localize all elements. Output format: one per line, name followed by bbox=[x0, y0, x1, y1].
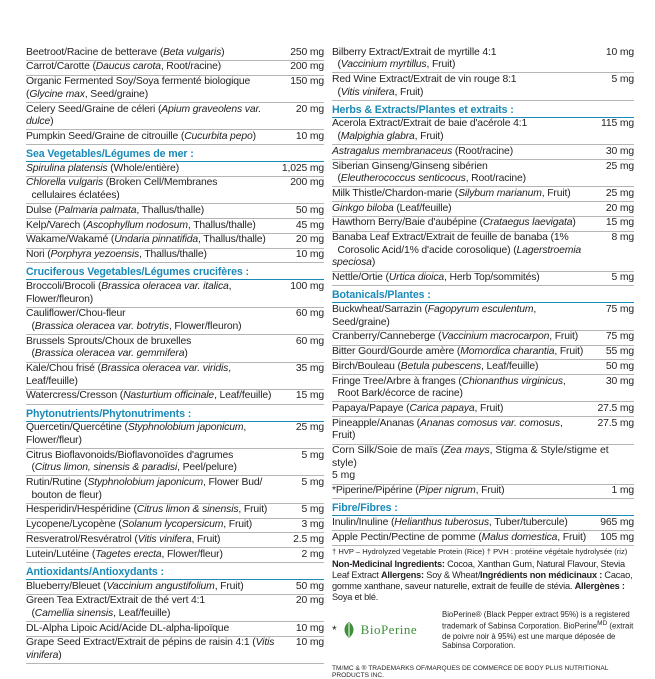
ingredient-name: Watercress/Cresson (Nasturtium officinale, Leaf/feuille) bbox=[26, 390, 272, 402]
ingredient-row bbox=[26, 76, 324, 103]
ingredient-amount: 50 mg bbox=[295, 204, 324, 216]
ingredient-row bbox=[26, 234, 324, 249]
ingredient-name: Wakame/Wakamé (Undaria pinnatifida, Thallus/thalle) bbox=[26, 234, 266, 246]
ingredient-row bbox=[26, 422, 324, 449]
ingredient-name: Banaba Leaf Extract/Extrait de feuille de banaba (1% Corosolic Acid/1% d'acide corosolique) (Lagerstroemia speciosa) bbox=[332, 232, 582, 269]
ingredient-name: Apple Pectin/Pectine de pomme (Malus domestica, Fruit) bbox=[332, 531, 587, 543]
ingredient-row bbox=[26, 249, 324, 264]
ingredient-name: Broccoli/Brocoli (Brassica oleracea var. italica, Flower/fleuron) bbox=[26, 280, 232, 305]
ingredient-row bbox=[332, 375, 634, 402]
ingredient-amount: 60 mg bbox=[295, 335, 324, 347]
ingredient-row bbox=[332, 202, 634, 217]
ingredient-row bbox=[26, 504, 324, 519]
ingredient-amount: 20 mg bbox=[295, 234, 324, 246]
botanicals-list bbox=[332, 303, 634, 444]
ingredient-row bbox=[26, 130, 324, 145]
ingredient-name: Bilberry Extract/Extrait de myrtille 4:1 (Vaccinium myrtillus, Fruit) bbox=[332, 46, 497, 71]
ingredient-row bbox=[26, 280, 324, 307]
ingredient-amount: 20 mg bbox=[295, 595, 324, 607]
ingredient-amount: 45 mg bbox=[295, 219, 324, 231]
ingredient-row bbox=[26, 580, 324, 595]
ingredient-name: Hesperidin/Hespéridine (Citrus limon & sinensis, Fruit) bbox=[26, 504, 268, 516]
ingredient-name: Papaya/Papaye (Carica papaya, Fruit) bbox=[332, 403, 504, 415]
section-heading-phytonutrients: Phytonutrients/Phytonutriments : bbox=[26, 405, 324, 422]
ingredient-row bbox=[26, 548, 324, 563]
ingredient-name: Fringe Tree/Arbre à franges (Chionanthus virginicus, Root Bark/écorce de racine) bbox=[332, 375, 566, 400]
ingredient-row bbox=[26, 46, 324, 61]
ingredient-name: Lycopene/Lycopène (Solanum lycopersicum, Fruit) bbox=[26, 519, 253, 531]
ingredient-row bbox=[26, 162, 324, 177]
ingredient-amount: 30 mg bbox=[605, 375, 634, 387]
ingredient-amount: 60 mg bbox=[295, 308, 324, 320]
ingredient-name: Birch/Bouleau (Betula pubescens, Leaf/feuille) bbox=[332, 360, 539, 372]
ingredient-row bbox=[332, 160, 634, 187]
ingredient-name: Kelp/Varech (Ascophyllum nodosum, Thallus/thalle) bbox=[26, 219, 256, 231]
ingredient-name: Siberian Ginseng/Ginseng sibérien (Eleutherococcus senticocus, Root/racine) bbox=[332, 160, 526, 185]
ingredient-amount: 5 mg bbox=[301, 449, 324, 461]
ingredient-amount: 50 mg bbox=[605, 360, 634, 372]
ingredient-row bbox=[26, 61, 324, 76]
ingredient-row bbox=[26, 637, 324, 664]
ingredient-row bbox=[332, 531, 634, 546]
ingredient-amount: 75 mg bbox=[605, 331, 634, 343]
ingredient-amount: 10 mg bbox=[295, 622, 324, 634]
ingredient-row bbox=[332, 232, 634, 272]
left-column bbox=[26, 46, 324, 664]
ingredient-row bbox=[332, 187, 634, 202]
ingredient-row bbox=[332, 417, 634, 444]
corn-silk-amount: 5 mg bbox=[332, 470, 356, 482]
ingredient-name: Pineapple/Ananas (Ananas comosus var. comosus, Fruit) bbox=[332, 417, 563, 442]
ingredient-amount: 200 mg bbox=[290, 61, 324, 73]
top-list bbox=[26, 46, 324, 145]
ingredient-row bbox=[332, 402, 634, 417]
ingredient-row bbox=[26, 390, 324, 405]
ingredient-name: Cauliflower/Chou-fleur (Brassica oleracea var. botrytis, Flower/fleuron) bbox=[26, 308, 242, 332]
ingredient-row bbox=[26, 476, 324, 503]
ingredient-amount: 10 mg bbox=[295, 249, 324, 261]
ingredient-name: Green Tea Extract/Extrait de thé vert 4:1 (Camellia sinensis, Leaf/feuille) bbox=[26, 595, 206, 619]
ingredient-name: Blueberry/Bleuet (Vaccinium angustifolium, Fruit) bbox=[26, 580, 244, 592]
ingredient-amount: 15 mg bbox=[605, 217, 634, 229]
ingredient-amount: 3 mg bbox=[301, 519, 324, 531]
ingredient-row bbox=[332, 46, 634, 73]
ingredient-amount: 115 mg bbox=[601, 118, 634, 130]
ingredient-name: Hawthorn Berry/Baie d'aubépine (Crataegus laevigata) bbox=[332, 217, 576, 229]
ingredient-amount: 5 mg bbox=[301, 477, 324, 488]
ingredient-amount: 27.5 mg bbox=[597, 417, 634, 429]
ingredient-name: DL-Alpha Lipoic Acid/Acide DL-alpha-lipoïque bbox=[26, 622, 230, 634]
ingredient-row bbox=[332, 217, 634, 232]
ingredient-amount: 15 mg bbox=[295, 390, 324, 402]
section-heading-sea-vegetables: Sea Vegetables/Légumes de mer : bbox=[26, 145, 324, 162]
herbs-list bbox=[332, 118, 634, 287]
ingredient-row bbox=[26, 519, 324, 534]
ingredient-name: Kale/Chou frisé (Brassica oleracea var. viridis, Leaf/feuille) bbox=[26, 363, 231, 387]
ingredient-amount: 55 mg bbox=[605, 346, 634, 358]
ingredient-row bbox=[26, 595, 324, 622]
ingredient-amount: 5 mg bbox=[301, 504, 324, 516]
ingredient-name: Quercetin/Quercétine (Styphnolobium japonicum, Flower/fleur) bbox=[26, 422, 247, 446]
ingredient-row bbox=[26, 533, 324, 548]
ingredient-name: Nori (Porphyra yezoensis, Thallus/thalle) bbox=[26, 249, 207, 261]
ingredient-amount: 100 mg bbox=[290, 280, 324, 292]
leaf-icon bbox=[339, 620, 359, 640]
ingredient-amount: 27.5 mg bbox=[597, 403, 634, 415]
ingredient-name: Milk Thistle/Chardon-marie (Silybum marianum, Fruit) bbox=[332, 187, 571, 199]
section-heading-herbs: Herbs & Extracts/Plantes et extraits : bbox=[332, 101, 634, 118]
ingredient-row bbox=[332, 272, 634, 287]
ingredient-amount: 25 mg bbox=[605, 160, 634, 172]
ingredient-amount: 35 mg bbox=[295, 363, 324, 375]
ingredient-name: Organic Fermented Soy/Soya fermenté biologique (Glycine max, Seed/graine) bbox=[26, 76, 251, 100]
ingredient-amount: 2 mg bbox=[301, 548, 324, 560]
ingredient-name: Red Wine Extract/Extrait de vin rouge 8:1 (Vitis vinifera, Fruit) bbox=[332, 73, 517, 98]
ingredient-row bbox=[26, 219, 324, 234]
ingredient-amount: 75 mg bbox=[605, 303, 634, 315]
ingredient-amount: 25 mg bbox=[295, 422, 324, 434]
ingredient-name: Rutin/Rutine (Styphnolobium japonicum, Flower Bud/ bouton de fleur) bbox=[26, 477, 263, 501]
ingredient-amount: 25 mg bbox=[605, 187, 634, 199]
ingredient-name: Acerola Extract/Extrait de baie d'acérole 4:1 (Malpighia glabra, Fruit) bbox=[332, 118, 528, 142]
bioperine-box bbox=[332, 610, 634, 651]
piperine-amount: 1 mg bbox=[611, 485, 634, 497]
ingredient-name: Dulse (Palmaria palmata, Thallus/thalle) bbox=[26, 204, 205, 216]
ingredient-name: Brussels Sprouts/Choux de bruxelles (Brassica oleracea var. gemmifera) bbox=[26, 335, 192, 360]
ingredient-name: Grape Seed Extract/Extrait de pépins de raisin 4:1 (Vitis vinifera) bbox=[26, 637, 275, 662]
ingredient-name: Ginkgo biloba (Leaf/feuille) bbox=[332, 202, 452, 214]
ingredient-name: Chlorella vulgaris (Broken Cell/Membranes cellulaires éclatées) bbox=[26, 177, 218, 202]
ingredient-amount: 8 mg bbox=[611, 232, 634, 244]
ingredient-amount: 10 mg bbox=[605, 46, 634, 58]
cruciferous-list bbox=[26, 280, 324, 404]
ingredient-name: Beetroot/Racine de betterave (Beta vulgaris) bbox=[26, 46, 225, 58]
ingredient-amount: 10 mg bbox=[295, 130, 324, 142]
trademark-line: TM/MC & ® TRADEMARKS OF/MARQUES DE COMMERCE DE BODY PLUS NUTRITIONAL PRODUCTS INC. bbox=[332, 664, 609, 679]
section-heading-botanicals: Botanicals/Plantes : bbox=[332, 286, 634, 303]
ingredient-row bbox=[332, 118, 634, 145]
ingredient-name: Celery Seed/Graine de céleri (Apium graveolens var. dulce) bbox=[26, 103, 262, 128]
ingredient-row bbox=[26, 449, 324, 476]
ingredient-name: Carrot/Carotte (Daucus carota, Root/racine) bbox=[26, 61, 222, 73]
phytonutrients-list bbox=[26, 422, 324, 563]
ingredient-name: Inulin/Inuline (Helianthus tuberosus, Tuber/tubercule) bbox=[332, 516, 568, 528]
ingredient-row bbox=[332, 303, 634, 330]
ingredient-amount: 200 mg bbox=[290, 177, 324, 189]
corn-silk-name: Corn Silk/Soie de maïs (Zea mays, Stigma & Style/stigme et style) bbox=[332, 445, 609, 469]
ingredient-amount: 250 mg bbox=[290, 46, 324, 58]
ingredient-row bbox=[26, 177, 324, 204]
ingredient-amount: 5 mg bbox=[611, 272, 634, 284]
ingredient-row bbox=[332, 516, 634, 531]
ingredient-row bbox=[332, 360, 634, 375]
ingredient-amount: 2.5 mg bbox=[293, 533, 324, 545]
bioperine-wordmark: BioPerine bbox=[360, 622, 418, 638]
ingredient-name: Resveratrol/Resvératrol (Vitis vinifera, Fruit) bbox=[26, 533, 221, 545]
ingredient-row bbox=[332, 346, 634, 361]
corn-silk-row bbox=[332, 445, 634, 485]
right-column bbox=[332, 46, 634, 679]
ingredient-row bbox=[26, 363, 324, 390]
ingredient-row bbox=[26, 308, 324, 335]
bioperine-logo bbox=[332, 610, 442, 651]
hvp-note: † HVP – Hydrolyzed Vegetable Protein (Rice) † PVH : protéine végétale hydrolysée (riz) bbox=[332, 546, 628, 556]
ingredient-amount: 30 mg bbox=[605, 145, 634, 157]
ingredient-row bbox=[332, 73, 634, 100]
non-medicinal-ingredients: Non-Medicinal Ingredients: Cocoa, Xanthan Gum, Natural Flavour, Stevia Leaf Extract Allergens: Soy & Wheat/Ingrédients non médicinaux : Cacao, gomme xanthane, saveur naturelle, extrait de feuille de stévia. Allergènes : Soya et blé. bbox=[332, 558, 633, 603]
section-heading-antioxidants: Antioxidants/Antioxydants : bbox=[26, 563, 324, 580]
sea-vegetables-list bbox=[26, 162, 324, 263]
bioperine-trademark-text: BioPerine® (Black Pepper extract 95%) is a registered trademark of Sabinsa Corporation. BioPerine$^{MD}$ (extrait de poivre noir à 95%) est une marque déposée de Sabinsa Corporation. bbox=[442, 609, 634, 651]
ingredient-row bbox=[26, 335, 324, 362]
ingredient-name: Pumpkin Seed/Graine de citrouille (Cucurbita pepo) bbox=[26, 130, 256, 142]
bioperine-star: * bbox=[332, 623, 337, 638]
ingredient-amount: 20 mg bbox=[605, 202, 634, 214]
ingredient-name: Cranberry/Canneberge (Vaccinium macrocarpon, Fruit) bbox=[332, 331, 579, 343]
ingredient-name: Buckwheat/Sarrazin (Fagopyrum esculentum, Seed/graine) bbox=[332, 303, 537, 328]
ingredient-amount: 50 mg bbox=[295, 580, 324, 592]
ingredient-name: Spirulina platensis (Whole/entière) bbox=[26, 162, 180, 174]
ingredient-amount: 5 mg bbox=[611, 73, 634, 85]
ingredient-name: Nettle/Ortie (Urtica dioica, Herb Top/sommités) bbox=[332, 272, 540, 284]
ingredient-row bbox=[332, 145, 634, 160]
piperine-name: *Piperine/Pipérine (Piper nigrum, Fruit) bbox=[332, 485, 505, 497]
ingredient-row bbox=[26, 103, 324, 130]
ingredient-name: Astragalus membranaceus (Root/racine) bbox=[332, 145, 513, 157]
ingredient-amount: 10 mg bbox=[295, 637, 324, 649]
section-heading-cruciferous: Cruciferous Vegetables/Légumes crucifères : bbox=[26, 263, 324, 280]
ingredient-amount: 150 mg bbox=[290, 76, 324, 88]
piperine-row bbox=[332, 485, 634, 500]
ingredient-row bbox=[332, 331, 634, 346]
ingredient-amount: 105 mg bbox=[600, 531, 634, 543]
ingredient-row bbox=[26, 622, 324, 637]
ingredient-name: Citrus Bioflavonoids/Bioflavonoïdes d'agrumes (Citrus limon, sinensis & paradisi, Peel/pelure) bbox=[26, 449, 237, 474]
ingredient-amount: 965 mg bbox=[600, 516, 634, 528]
ingredient-amount: 1,025 mg bbox=[281, 162, 324, 174]
ingredient-name: Lutein/Lutéine (Tagetes erecta, Flower/fleur) bbox=[26, 548, 223, 560]
ingredient-amount: 20 mg bbox=[295, 103, 324, 115]
ingredient-name: Bitter Gourd/Gourde amère (Momordica charantia, Fruit) bbox=[332, 346, 584, 358]
ingredient-row bbox=[26, 204, 324, 219]
right-top-list bbox=[332, 46, 634, 101]
fibre-list bbox=[332, 516, 634, 546]
section-heading-fibre: Fibre/Fibres : bbox=[332, 499, 634, 516]
